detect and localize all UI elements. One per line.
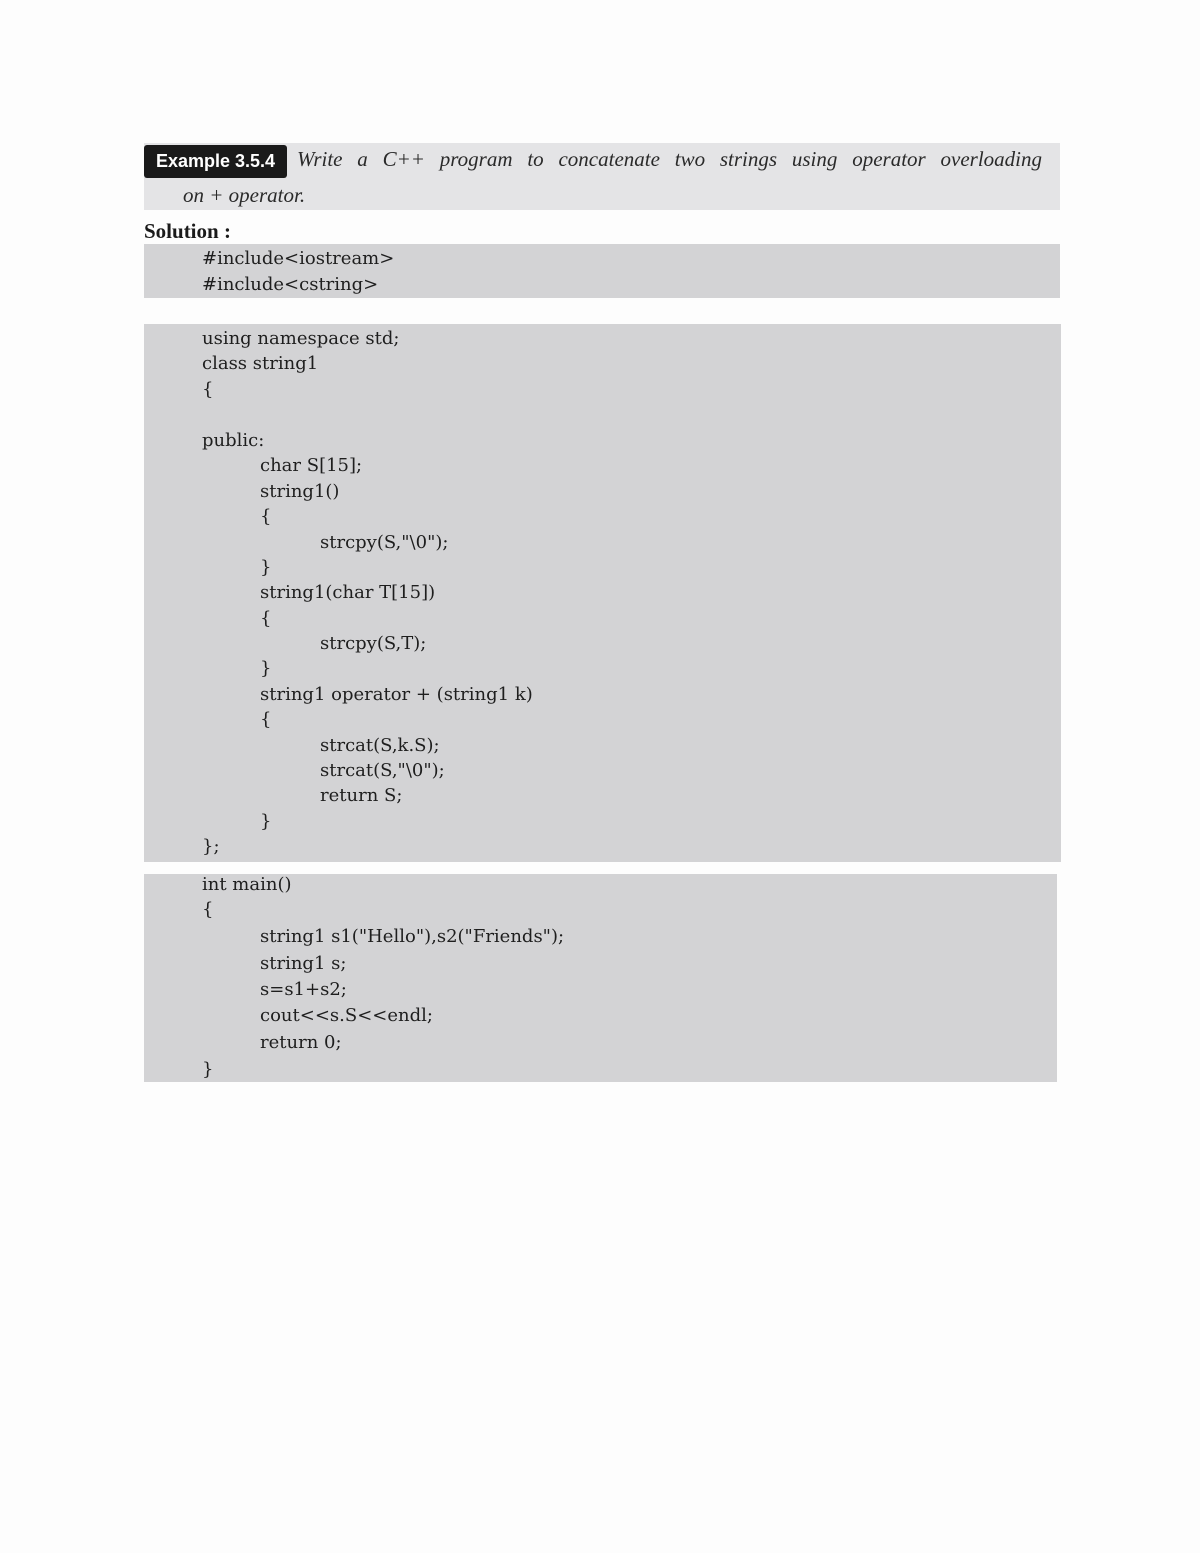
code-line: } xyxy=(260,658,272,679)
code-line: strcpy(S,T); xyxy=(320,633,427,654)
code-line: return 0; xyxy=(260,1032,342,1053)
code-line: } xyxy=(260,811,272,832)
example-question-line-2: on + operator. xyxy=(183,183,306,207)
example-question-line-1: Write a C++ program to concatenate two strings using operator overloading xyxy=(297,147,1042,171)
code-line: char S[15]; xyxy=(260,455,363,476)
code-line: cout<<s.S<<endl; xyxy=(260,1005,433,1026)
code-line: string1 s; xyxy=(260,953,347,974)
code-line: strcpy(S,"\0"); xyxy=(320,532,449,553)
code-line: { xyxy=(260,709,272,730)
code-line: } xyxy=(260,557,272,578)
code-line: { xyxy=(202,379,214,400)
code-line: string1 operator + (string1 k) xyxy=(260,684,533,705)
code-line: string1 s1("Hello"),s2("Friends"); xyxy=(260,926,565,947)
code-line: return S; xyxy=(320,785,403,806)
code-line: class string1 xyxy=(202,353,319,374)
code-line: using namespace std; xyxy=(202,328,400,349)
code-line: string1(char T[15]) xyxy=(260,582,436,603)
example-badge: Example 3.5.4 xyxy=(144,145,287,178)
code-line: }; xyxy=(202,836,220,857)
code-line: strcat(S,"\0"); xyxy=(320,760,445,781)
code-line: public: xyxy=(202,430,265,451)
code-line: #include<cstring> xyxy=(202,274,379,295)
code-line: s=s1+s2; xyxy=(260,979,347,1000)
code-line: } xyxy=(202,1059,214,1080)
code-line: { xyxy=(260,608,272,629)
code-line: strcat(S,k.S); xyxy=(320,735,440,756)
code-line: { xyxy=(260,506,272,527)
code-line: int main() xyxy=(202,874,292,895)
solution-label: Solution : xyxy=(144,219,231,243)
code-line: { xyxy=(202,899,214,920)
code-line: #include<iostream> xyxy=(202,248,395,269)
code-line: string1() xyxy=(260,481,340,502)
